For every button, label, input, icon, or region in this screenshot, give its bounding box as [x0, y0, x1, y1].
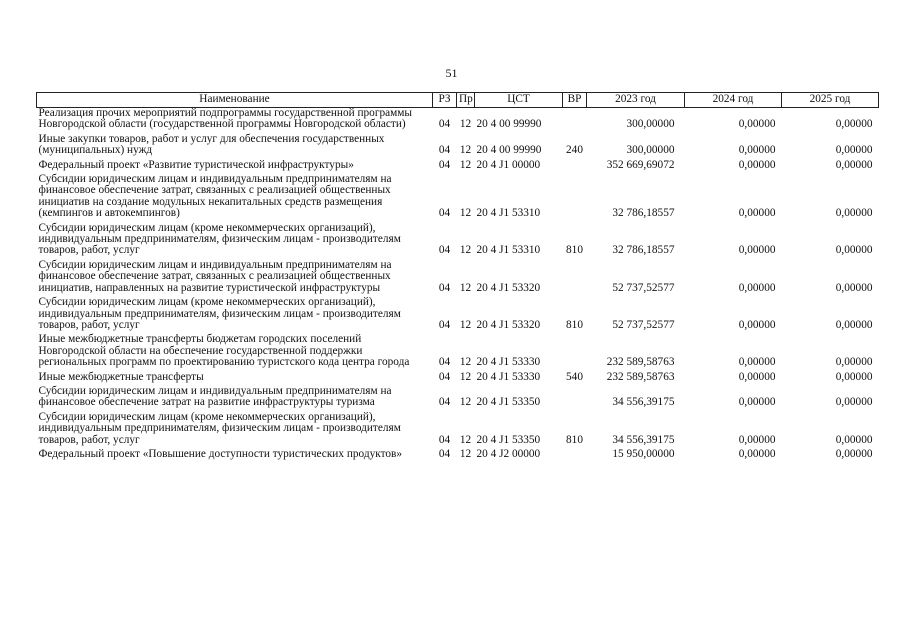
- row-vr: [563, 260, 587, 297]
- row-cst: 20 4 J1 53310: [476, 207, 541, 220]
- row-name: Иные закупки товаров, работ и услуг для обеспечения государственных (муниципальных) нужд: [38, 132, 385, 157]
- row-2023: 300,00000: [626, 144, 675, 157]
- row-2024: 0,00000: [738, 356, 776, 369]
- row-vr: 810: [566, 318, 583, 331]
- row-2023: 232 589,58763: [606, 356, 675, 369]
- row-rz: 04: [438, 158, 451, 171]
- row-pr: 12: [459, 318, 472, 331]
- row-vr: 810: [566, 433, 583, 446]
- row-name: Реализация прочих мероприятий подпрограммы государственной программы Новгородской области (государственной программы Новгородской области): [38, 107, 412, 131]
- table-row: [37, 334, 879, 371]
- row-2023: 300,00000: [626, 118, 675, 131]
- row-2023: 232 589,58763: [606, 370, 675, 383]
- row-cst: 20 4 J1 53320: [476, 281, 541, 294]
- table-row: [37, 372, 879, 386]
- row-2025: 0,00000: [835, 144, 873, 157]
- table-body: [37, 108, 879, 464]
- table-row: [37, 412, 879, 449]
- row-vr: 810: [566, 244, 583, 257]
- row-cst: 20 4 00 99990: [476, 118, 542, 131]
- row-2025: 0,00000: [835, 118, 873, 131]
- header-rz: РЗ: [433, 93, 457, 108]
- table-row: [37, 134, 879, 160]
- header-2025: 2025 год: [782, 93, 879, 108]
- page-number: 51: [445, 66, 458, 80]
- row-2024: 0,00000: [738, 207, 776, 220]
- row-cst: 20 4 J1 53330: [476, 370, 541, 383]
- row-name: Субсидии юридическим лицам (кроме некоммерческих организаций), индивидуальным предпринимателям, физическим лицам - производителям товаров, работ, услуг: [38, 221, 401, 257]
- row-2025: 0,00000: [835, 447, 873, 460]
- header-2023: 2023 год: [587, 93, 685, 108]
- row-cst: 20 4 00 99990: [476, 144, 542, 157]
- row-pr: 12: [459, 447, 472, 460]
- row-2025: 0,00000: [835, 370, 873, 383]
- row-2024: 0,00000: [738, 281, 776, 294]
- row-cst: 20 4 J2 00000: [476, 447, 541, 460]
- row-pr: 12: [459, 281, 472, 294]
- row-cst: 20 4 J1 53320: [476, 318, 541, 331]
- table-row: [37, 223, 879, 260]
- row-2024: 0,00000: [738, 447, 776, 460]
- row-pr: 12: [459, 144, 472, 157]
- row-name: Субсидии юридическим лицам и индивидуальным предпринимателям на финансовое обеспечение затрат, связанных с реализацией общественных инициатив, направленных на развитие туристической инфраструктуры: [38, 258, 392, 294]
- row-name: Иные межбюджетные трансферты бюджетам городских поселений Новгородской области на обеспечение государственной поддержки региональных программ по проектированию туристского кода центра города: [38, 333, 410, 369]
- row-2025: 0,00000: [835, 318, 873, 331]
- row-pr: 12: [459, 370, 472, 383]
- table-header: [37, 93, 879, 108]
- row-2023: 34 556,39175: [612, 396, 675, 409]
- row-rz: 04: [438, 370, 451, 383]
- row-2025: 0,00000: [835, 158, 873, 171]
- row-pr: 12: [459, 396, 472, 409]
- row-2025: 0,00000: [835, 281, 873, 294]
- row-2024: 0,00000: [738, 144, 776, 157]
- table-row: [37, 160, 879, 174]
- row-rz: 04: [438, 433, 451, 446]
- row-cst: 20 4 J1 53310: [476, 244, 541, 257]
- row-pr: 12: [459, 207, 472, 220]
- row-rz: 04: [438, 356, 451, 369]
- row-2024: 0,00000: [738, 433, 776, 446]
- row-vr: [563, 334, 587, 371]
- header-pr: Пр: [457, 93, 475, 108]
- header-cst: ЦСТ: [475, 93, 563, 108]
- row-2025: 0,00000: [835, 356, 873, 369]
- table-row: [37, 297, 879, 334]
- row-name: Федеральный проект «Повышение доступности туристических продуктов»: [38, 447, 402, 460]
- row-2023: 15 950,00000: [612, 447, 675, 460]
- row-rz: 04: [438, 118, 451, 131]
- row-rz: 04: [438, 318, 451, 331]
- row-name: Субсидии юридическим лицам и индивидуальным предпринимателям на финансовое обеспечение затрат, связанных с реализацией общественных инициатив на создание модульных некапитальных средств размещения (кемпингов и автокемпингов): [38, 173, 392, 220]
- table-row: [37, 108, 879, 134]
- header-name: Наименование: [37, 93, 433, 108]
- row-2025: 0,00000: [835, 244, 873, 257]
- table-row: [37, 386, 879, 412]
- row-rz: 04: [438, 207, 451, 220]
- header-vr: ВР: [563, 93, 587, 108]
- row-pr: 12: [459, 356, 472, 369]
- row-vr: 540: [566, 370, 583, 383]
- row-2024: 0,00000: [738, 158, 776, 171]
- row-2024: 0,00000: [738, 244, 776, 257]
- row-2023: 52 737,52577: [612, 281, 675, 294]
- row-2025: 0,00000: [835, 207, 873, 220]
- table-row: [37, 260, 879, 297]
- row-name: Иные межбюджетные трансферты: [38, 370, 204, 383]
- row-2024: 0,00000: [738, 396, 776, 409]
- row-cst: 20 4 J1 53350: [476, 396, 541, 409]
- row-vr: [563, 174, 587, 223]
- row-vr: [563, 108, 587, 134]
- row-2023: 34 556,39175: [612, 433, 675, 446]
- row-pr: 12: [459, 158, 472, 171]
- row-2025: 0,00000: [835, 396, 873, 409]
- row-cst: 20 4 J1 00000: [476, 158, 541, 171]
- row-2024: 0,00000: [738, 118, 776, 131]
- row-name: Федеральный проект «Развитие туристической инфраструктуры»: [38, 158, 354, 171]
- row-name: Субсидии юридическим лицам (кроме некоммерческих организаций), индивидуальным предпринимателям, физическим лицам - производителям товаров, работ, услуг: [38, 296, 401, 331]
- row-rz: 04: [438, 144, 451, 157]
- table-row: [37, 449, 879, 463]
- row-2023: 52 737,52577: [612, 318, 675, 331]
- row-rz: 04: [438, 281, 451, 294]
- row-vr: [563, 386, 587, 412]
- row-rz: 04: [438, 447, 451, 460]
- table-row: [37, 174, 879, 223]
- row-cst: 20 4 J1 53350: [476, 433, 541, 446]
- row-2024: 0,00000: [738, 370, 776, 383]
- row-name: Субсидии юридическим лицам и индивидуальным предпринимателям на финансовое обеспечение затрат на развитие инфраструктуры туризма: [38, 384, 392, 409]
- row-2025: 0,00000: [835, 433, 873, 446]
- row-pr: 12: [459, 433, 472, 446]
- row-vr: [563, 160, 587, 174]
- row-2023: 352 669,69072: [606, 158, 675, 171]
- row-2023: 32 786,18557: [612, 244, 675, 257]
- row-pr: 12: [459, 244, 472, 257]
- row-2024: 0,00000: [738, 318, 776, 331]
- row-rz: 04: [438, 244, 451, 257]
- header-2024: 2024 год: [685, 93, 782, 108]
- row-vr: 240: [566, 144, 583, 157]
- row-cst: 20 4 J1 53330: [476, 356, 541, 369]
- row-name: Субсидии юридическим лицам (кроме некоммерческих организаций), индивидуальным предпринимателям, физическим лицам - производителям товаров, работ, услуг: [38, 410, 401, 446]
- row-pr: 12: [459, 118, 472, 131]
- row-2023: 32 786,18557: [612, 207, 675, 220]
- row-rz: 04: [438, 396, 451, 409]
- budget-table: [36, 92, 879, 463]
- row-vr: [563, 449, 587, 463]
